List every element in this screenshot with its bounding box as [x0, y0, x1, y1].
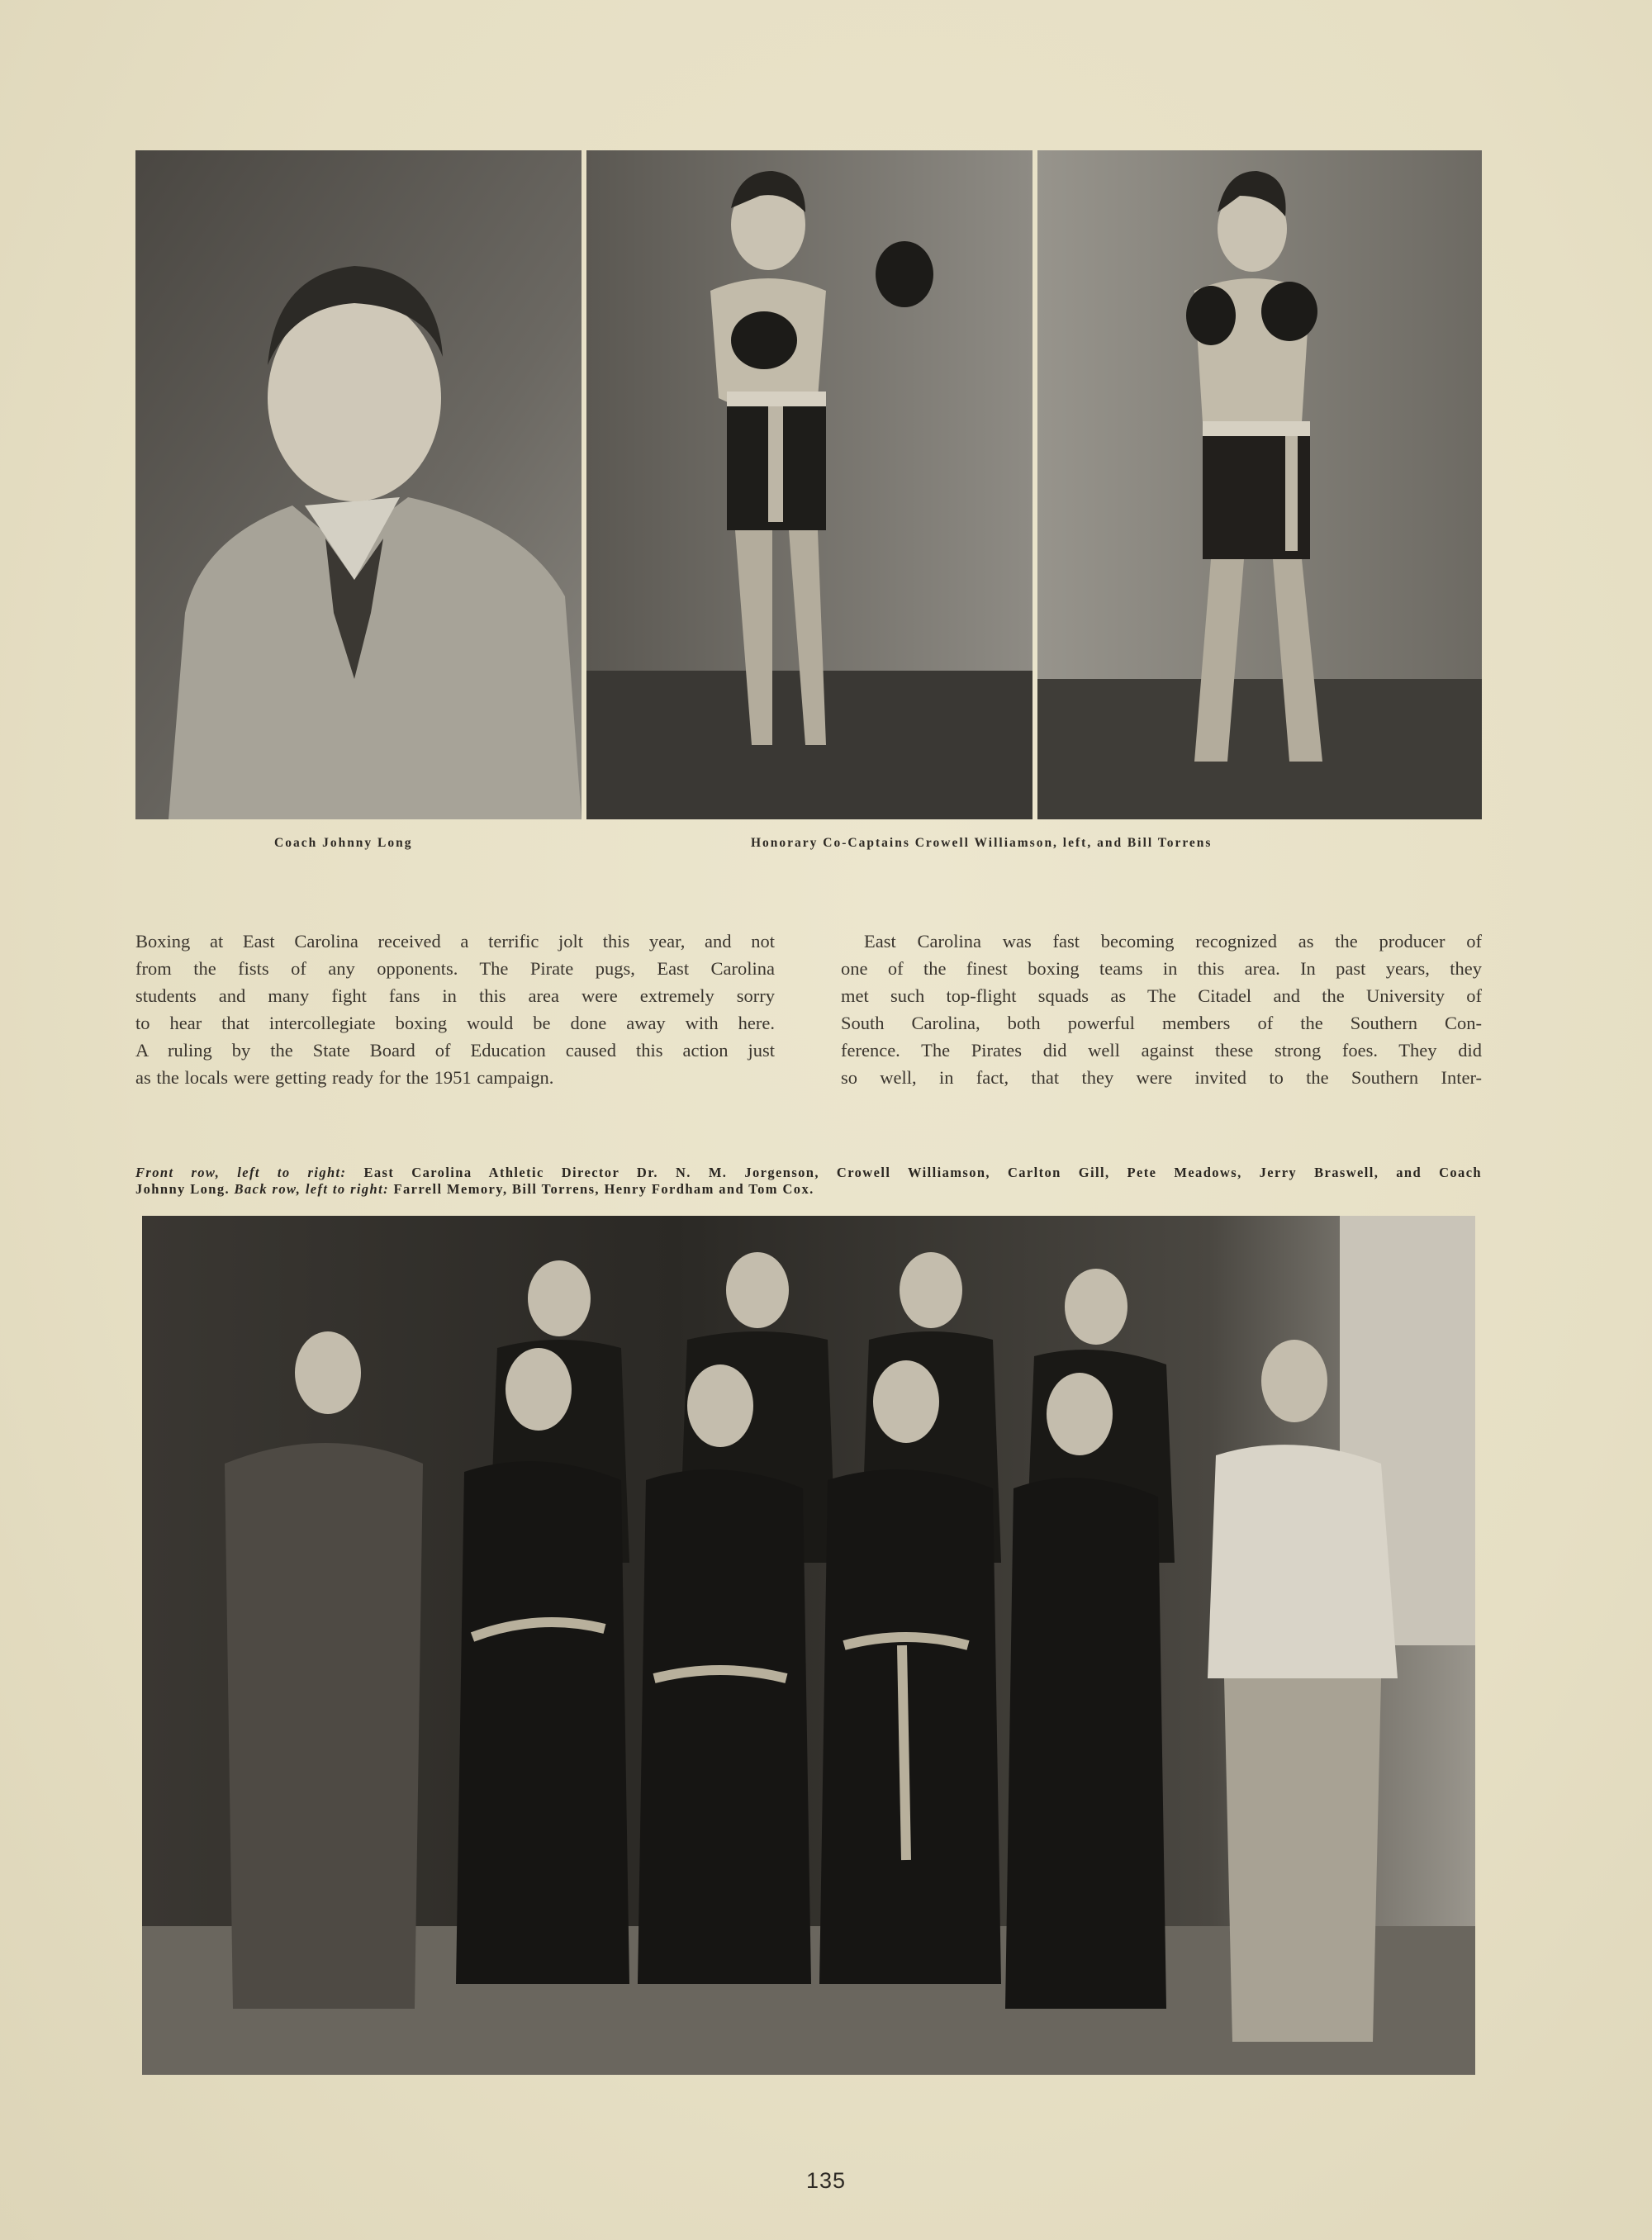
- coach-caption: Coach Johnny Long: [274, 836, 413, 850]
- cocaptain-torrens-photo: [1037, 150, 1482, 819]
- article-left-column: [135, 928, 775, 1091]
- back-row-label: Back row, left to right:: [234, 1181, 389, 1197]
- article-left-line: students and many fight fans in this area were extremely sorry: [135, 985, 775, 1006]
- article-left-line: from the fists of any opponents. The Pirate pugs, East Carolina: [135, 958, 775, 979]
- article-right-line: East Carolina was fast becoming recognized as the producer of: [864, 931, 1482, 952]
- coach-portrait-photo: [135, 150, 582, 819]
- front-row-names: East Carolina Athletic Director Dr. N. M. Jorgenson, Crowell Williamson, Carlton Gill, Pete Meadows, Jerry Braswell, and Coach: [363, 1165, 1482, 1180]
- back-row-names: Farrell Memory, Bill Torrens, Henry Fordham and Tom Cox.: [393, 1181, 814, 1197]
- team-group-photo: [142, 1216, 1475, 2075]
- article-right-line: ference. The Pirates did well against these strong foes. They did: [841, 1040, 1482, 1061]
- cocaptain-williamson-photo: [586, 150, 1032, 819]
- article-right-line: one of the finest boxing teams in this area. In past years, they: [841, 958, 1482, 979]
- article-left-line: to hear that intercollegiate boxing would be done away with here.: [135, 1013, 775, 1033]
- article-left-line: as the locals were getting ready for the 1951 campaign.: [135, 1067, 554, 1088]
- team-photo-caption: [135, 1165, 1482, 1198]
- article-right-column: [841, 928, 1482, 1091]
- article-left-line: A ruling by the State Board of Education caused this action just: [135, 1040, 775, 1061]
- article-right-line: South Carolina, both powerful members of the Southern Con-: [841, 1013, 1482, 1033]
- article-left-line: Boxing at East Carolina received a terrific jolt this year, and not: [135, 931, 775, 952]
- front-row-label: Front row, left to right:: [135, 1165, 347, 1180]
- cocaptains-caption: Honorary Co-Captains Crowell Williamson, left, and Bill Torrens: [751, 836, 1213, 850]
- article-right-line: met such top-flight squads as The Citadel and the University of: [841, 985, 1482, 1006]
- page-number: 135: [805, 2168, 847, 2193]
- article-right-line: so well, in fact, that they were invited to the Southern Inter-: [841, 1067, 1482, 1088]
- front-row-names-continued: Johnny Long.: [135, 1181, 230, 1197]
